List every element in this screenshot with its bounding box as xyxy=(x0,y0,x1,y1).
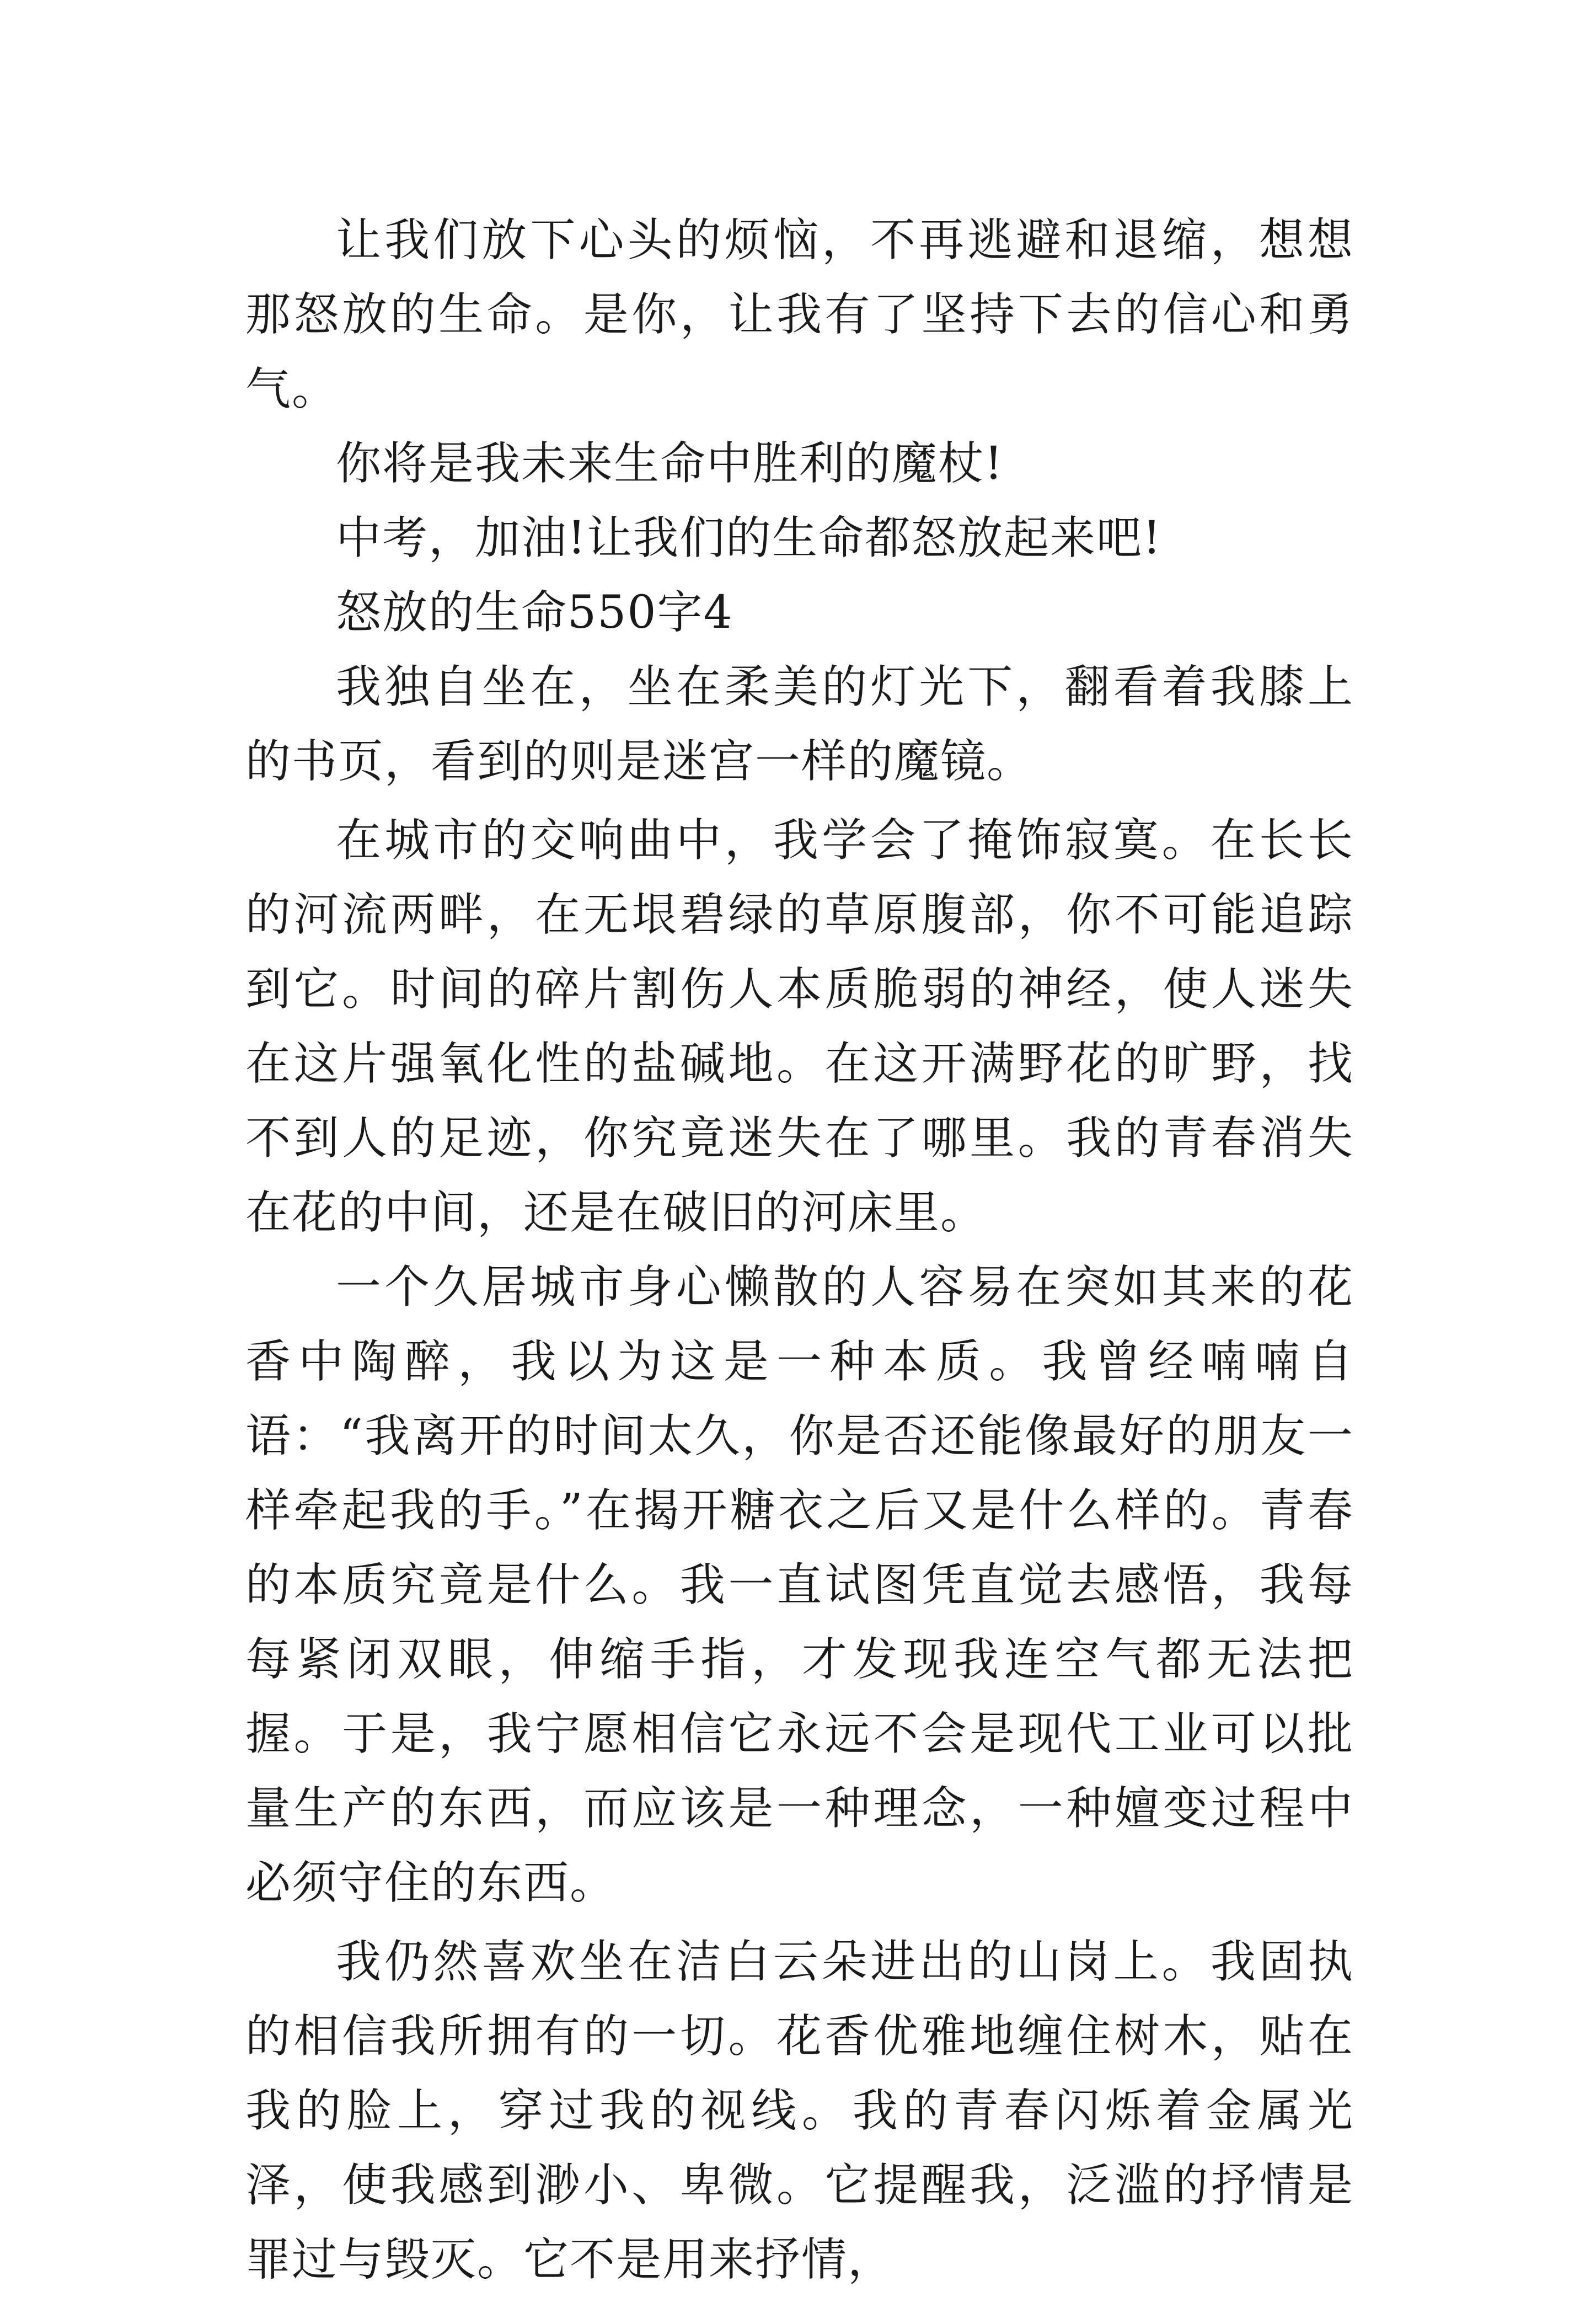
paragraph: 中考，加油!让我们的生命都怒放起来吧! xyxy=(336,512,1162,564)
paragraph: 我独自坐在，坐在柔美的灯光下，翻看着我膝上的书页，看到的则是迷宫一样的魔镜。 xyxy=(245,661,1354,788)
paragraph: 让我们放下心头的烦恼，不再逃避和退缩，想想那怒放的生命。是你，让我有了坚持下去的信心和勇气。 xyxy=(245,214,1354,415)
paragraph: 你将是我未来生命中胜利的魔杖! xyxy=(336,437,1004,490)
paragraph: 我仍然喜欢坐在洁白云朵进出的山岗上。我固执的相信我所拥有的一切。花香优雅地缠住树木，贴在我的脸上，穿过我的视线。我的青春闪烁着金属光泽，使我感到渺小、卑微。它提醒我，泛滥的抒情是罪过与毁灭。它不是用来抒情， xyxy=(245,1936,1354,2286)
document-body xyxy=(245,203,1354,2297)
paragraph: 在城市的交响曲中，我学会了掩饰寂寞。在长长的河流两畔，在无垠碧绿的草原腹部，你不可能追踪到它。时间的碎片割伤人本质脆弱的神经，使人迷失在这片强氧化性的盐碱地。在这开满野花的旷野，找不到人的足迹，你究竟迷失在了哪里。我的青春消失在花的中间，还是在破旧的河床里。 xyxy=(245,814,1354,1239)
section-heading: 怒放的生命550字4 xyxy=(336,586,733,639)
paragraph: 一个久居城市身心懒散的人容易在突如其来的花香中陶醉，我以为这是一种本质。我曾经喃喃自语：“我离开的时间太久，你是否还能像最好的朋友一样牵起我的手。”在揭开糖衣之后又是什么样的。青春的本质究竟是什么。我一直试图凭直觉去感悟，我每每紧闭双眼，伸缩手指，才发现我连空气都无法把握。于是，我宁愿相信它永远不会是现代工业可以批量生产的东西，而应该是一种理念，一种嬗变过程中必须守住的东西。 xyxy=(245,1261,1354,1909)
